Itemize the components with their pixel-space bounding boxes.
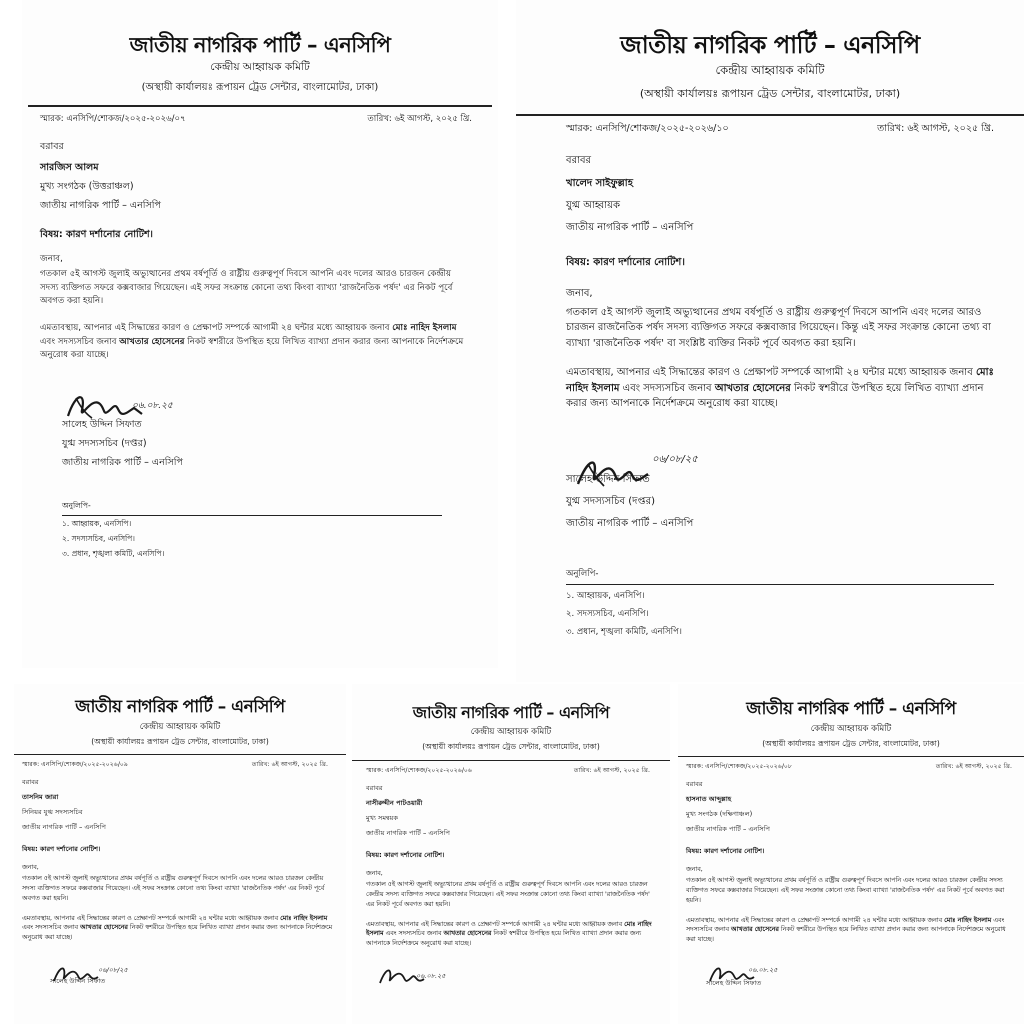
cc-label: অনুলিপি- <box>62 501 91 511</box>
letter-khaled-saifullah <box>516 0 1024 682</box>
letter-sarjis-alam <box>22 0 498 668</box>
recipient-name: খালেদ সাইফুল্লাহ <box>566 178 633 190</box>
recipient-title: মুখ্য সমন্বয়ক <box>366 813 399 822</box>
committee-name: কেন্দ্রীয় আহ্বায়ক কমিটি <box>715 63 825 78</box>
letter-nasiruddin-patwary <box>352 684 670 1024</box>
subject: বিষয়: কারণ দর্শানোর নোটিশ। <box>366 850 445 859</box>
subject: বিষয়: কারণ দর্শানোর নোটিশ। <box>40 229 153 241</box>
to-label: বরাবর <box>22 777 39 786</box>
reference-number: স্মারক: এনসিপি/শোকজ/২০২৫-২০২৬/০৬ <box>366 766 472 774</box>
body-paragraph-1: গতকাল ৫ই আগস্ট জুলাই অভ্যুত্থানের প্রথম বর্ষপূর্তি ও রাষ্ট্রীয় গুরুত্বপূর্ণ দিবসে আপনি এবং দলের আরও চারজন কেন্দ্রীয় সদস্য ব্যক্তিগত সফরে কক্সবাজার গিয়েছেন। এই সফর সংক্রান্ত কোনো তথ্য কিংবা ব্যাখ্যা 'রাজনৈতিক পর্ষদ' এর নিকট পূর্বে অবগত করা হয়নি। <box>686 877 1005 904</box>
reference-number: স্মারক: এনসিপি/শোকজ/২০২৫-২০২৬/০৯ <box>22 760 128 768</box>
signer-title: যুগ্ম সদস্যসচিব (দপ্তর) <box>566 495 655 507</box>
letter-tasnim-jara <box>14 684 346 1024</box>
salutation: জনাব, <box>366 869 383 877</box>
body-paragraph-2: এমতাবস্থায়, আপনার এই সিদ্ধান্তের কারণ ও প্রেক্ষাপট সম্পর্কে আগামী ২৪ ঘন্টার মধ্যে আহ্বায়ক জনাব মোঃ নাহিদ ইসলাম এবং সদস্যসচিব জনাব আখতার হোসেনের নিকট স্বশরীরে উপস্থিত হয়ে লিখিত ব্যাখ্যা প্রদান করার জন্য আপনাকে নির্দেশক্রমে অনুরোধ করা যাচ্ছে। <box>686 916 1006 944</box>
to-label: বরাবর <box>566 155 592 167</box>
letter-date: তারিখ: ৬ই আগস্ট, ২০২৫ খ্রি. <box>251 760 328 768</box>
committee-name: কেন্দ্রীয় আহ্বায়ক কমিটি <box>470 726 552 737</box>
signer-party: জাতীয় নাগরিক পার্টি – এনসিপি <box>62 457 183 469</box>
salutation: জনাব, <box>40 254 63 265</box>
signature-date: ০৬.০৮.২৫ <box>132 401 173 412</box>
party-name: জাতীয় নাগরিক পার্টি – এনসিপি <box>620 31 920 59</box>
signature-date: ০৬/০৮/২৫ <box>98 965 128 974</box>
body-paragraph-2: এমতাবস্থায়, আপনার এই সিদ্ধান্তের কারণ ও প্রেক্ষাপট সম্পর্কে আগামী ২৪ ঘন্টার মধ্যে আহ্বায়ক জনাব মোঃ নাহিদ ইসলাম এবং সদস্যসচিব জনাব আখতার হোসেনের নিকট স্বশরীরে উপস্থিত হয়ে লিখিত ব্যাখ্যা প্রদান করার জন্য আপনাকে নির্দেশক্রমে অনুরোধ করা যাচ্ছে। <box>566 367 994 410</box>
to-label: বরাবর <box>686 779 703 788</box>
body-paragraph-1: গতকাল ৫ই আগস্ট জুলাই অভ্যুত্থানের প্রথম বর্ষপূর্তি ও রাষ্ট্রীয় গুরুত্বপূর্ণ দিবসে আপনি এবং দলের আরও চারজন কেন্দ্রীয় সদস্য ব্যক্তিগত সফরে কক্সবাজার গিয়েছেন। এই সফর সংক্রান্ত কোনো তথ্য কিংবা ব্যাখ্যা 'রাজনৈতিক পর্ষদ' এর নিকট পূর্বে অবগত করা হয়নি। <box>40 269 453 307</box>
party-name: জাতীয় নাগরিক পার্টি – এনসিপি <box>412 703 610 722</box>
cc-label: অনুলিপি- <box>566 568 599 579</box>
signer-title: যুগ্ম সদস্যসচিব (দপ্তর) <box>62 438 147 450</box>
body-paragraph-2: এমতাবস্থায়, আপনার এই সিদ্ধান্তের কারণ ও প্রেক্ষাপট সম্পর্কে আগামী ২৪ ঘন্টার মধ্যে আহ্বায়ক জনাব মোঃ নাহিদ ইসলাম এবং সদস্যসচিব জনাব আখতার হোসেনের নিকট স্বশরীরে উপস্থিত হয়ে লিখিত ব্যাখ্যা প্রদান করার জন্য আপনাকে নির্দেশক্রমে অনুরোধ করা যাচ্ছে। <box>22 914 333 942</box>
office-address: (অস্থায়ী কার্যালয়ঃ রূপায়ন ট্রেড সেন্টার, বাংলামোটর, ঢাকা) <box>639 87 901 101</box>
salutation: জনাব, <box>686 865 703 873</box>
recipient-title: মুখ্য সংগঠক (উত্তরাঞ্চল) <box>40 181 134 193</box>
signature-date: ০৬.০৮.২৫ <box>416 971 446 980</box>
cc-item: ২. সদস্যসচিব, এনসিপি। <box>62 534 135 544</box>
signer-name: সালেহ উদ্দিন সিফাত <box>50 976 106 985</box>
party-name: জাতীয় নাগরিক পার্টি – এনসিপি <box>746 699 956 719</box>
body-paragraph-2: এমতাবস্থায়, আপনার এই সিদ্ধান্তের কারণ ও প্রেক্ষাপট সম্পর্কে আগামী ২৪ ঘন্টার মধ্যে আহ্বায়ক জনাব মোঃ নাহিদ ইসলাম এবং সদস্যসচিব জনাব আখতার হোসেনের নিকট স্বশরীরে উপস্থিত হয়ে লিখিত ব্যাখ্যা প্রদান করার জন্য আপনাকে নির্দেশক্রমে অনুরোধ করা যাচ্ছে। <box>366 920 652 948</box>
recipient-name: তাসনিম জারা <box>22 792 59 801</box>
committee-name: কেন্দ্রীয় আহ্বায়ক কমিটি <box>210 61 310 74</box>
committee-name: কেন্দ্রীয় আহ্বায়ক কমিটি <box>810 723 892 734</box>
salutation: জনাব, <box>566 288 593 300</box>
to-label: বরাবর <box>40 141 64 153</box>
recipient-title: মুখ্য সংগঠক (দক্ষিণাঞ্চল) <box>686 809 753 818</box>
body-paragraph-1: গতকাল ৫ই আগস্ট জুলাই অভ্যুত্থানের প্রথম বর্ষপূর্তি ও রাষ্ট্রীয় গুরুত্বপূর্ণ দিবসে আপনি এবং দলের আরও চারজন কেন্দ্রীয় সদস্য ব্যক্তিগত সফরে কক্সবাজার গিয়েছেন। এই সফর সংক্রান্ত কোনো তথ্য কিংবা ব্যাখ্যা 'রাজনৈতিক পর্ষদ' এর নিকট পূর্বে অবগত করা হয়নি। <box>22 875 325 902</box>
recipient-title: যুগ্ম আহ্বায়ক <box>566 200 621 212</box>
body-paragraph-1: গতকাল ৫ই আগস্ট জুলাই অভ্যুত্থানের প্রথম বর্ষপূর্তি ও রাষ্ট্রীয় গুরুত্বপূর্ণ দিবসে আপনি এবং দলের আরও চারজন রাজনৈতিক পর্ষদ সদস্য ব্যক্তিগত সফরে কক্সবাজার গিয়েছেন। কিন্তু এই সফর সংক্রান্ত কোনো তথ্য বা ব্যাখ্যা 'রাজনৈতিক পর্ষদ' বা সংশ্লিষ্ট ব্যক্তির নিকট পূর্বে অবগত করা হয়নি। <box>566 306 991 349</box>
cc-item: ১. আহ্বায়ক, এনসিপি। <box>62 519 132 529</box>
party-name: জাতীয় নাগরিক পার্টি – এনসিপি <box>75 697 285 717</box>
salutation: জনাব, <box>22 863 39 871</box>
letter-hasnat-abdullah <box>678 684 1024 1024</box>
signer-party: জাতীয় নাগরিক পার্টি – এনসিপি <box>566 517 694 529</box>
subject: বিষয়: কারণ দর্শানোর নোটিশ। <box>566 257 685 269</box>
letter-date: তারিখ: ৬ই আগস্ট, ২০২৫ খ্রি. <box>573 766 650 774</box>
letter-date: তারিখ: ৬ই আগস্ট, ২০২৫ খ্রি. <box>877 123 994 135</box>
cc-item: ৩. প্রধান, শৃঙ্খলা কমিটি, এনসিপি। <box>62 549 165 559</box>
signature-date: ০৬/০৮/২৫ <box>652 453 698 465</box>
cc-item: ৩. প্রধান, শৃঙ্খলা কমিটি, এনসিপি। <box>566 626 682 637</box>
office-address: (অস্থায়ী কার্যালয়ঃ রূপায়ন ট্রেড সেন্টার, বাংলামোটর, ঢাকা) <box>141 82 379 94</box>
office-address: (অস্থায়ী কার্যালয়ঃ রূপায়ন ট্রেড সেন্টার, বাংলামোটর, ঢাকা) <box>762 738 940 748</box>
reference-number: স্মারক: এনসিপি/শোকজ/২০২৫-২০২৬/০৭ <box>40 114 186 125</box>
party-name: জাতীয় নাগরিক পার্টি – এনসিপি <box>129 33 391 57</box>
recipient-party: জাতীয় নাগরিক পার্টি – এনসিপি <box>686 824 770 833</box>
body-paragraph-1: গতকাল ৫ই আগস্ট জুলাই অভ্যুত্থানের প্রথম বর্ষপূর্তি ও রাষ্ট্রীয় গুরুত্বপূর্ণ দিবসে আপনি এবং দলের আরও চারজন কেন্দ্রীয় সদস্য ব্যক্তিগত সফরে কক্সবাজার গিয়েছেন। এই সফর সংক্রান্ত কোনো তথ্য কিংবা ব্যাখ্যা 'রাজনৈতিক পর্ষদ' এর নিকট পূর্বে অবগত করা হয়নি। <box>366 881 650 908</box>
committee-name: কেন্দ্রীয় আহ্বায়ক কমিটি <box>139 721 221 732</box>
body-paragraph-2: এমতাবস্থায়, আপনার এই সিদ্ধান্তের কারণ ও প্রেক্ষাপট সম্পর্কে আগামী ২৪ ঘন্টার মধ্যে আহ্বায়ক জনাব মোঃ নাহিদ ইসলাম এবং সদস্যসচিব জনাব আখতার হোসেনের নিকট স্বশরীরে উপস্থিত হয়ে লিখিত ব্যাখ্যা প্রদান করার জন্য আপনাকে নির্দেশক্রমে অনুরোধ করা যাচ্ছে। <box>40 323 464 360</box>
cc-item: ২. সদস্যসচিব, এনসিপি। <box>566 608 649 619</box>
recipient-title: সিনিয়র যুগ্ম সদস্যসচিব <box>22 807 83 816</box>
signer-name: সালেহ উদ্দিন সিফাত <box>706 978 762 987</box>
signature-date: ০৬.০৮.২৫ <box>748 965 778 974</box>
office-address: (অস্থায়ী কার্যালয়ঃ রূপায়ন ট্রেড সেন্টার, বাংলামোটর, ঢাকা) <box>91 736 269 746</box>
letter-date: তারিখ: ৬ই আগস্ট, ২০২৫ খ্রি. <box>935 762 1012 770</box>
recipient-name: হাসনাত আব্দুল্লাহ <box>686 794 732 803</box>
subject: বিষয়: কারণ দর্শানোর নোটিশ। <box>22 844 101 853</box>
signer-name: সালেহ উদ্দিন সিফাত <box>62 419 142 431</box>
office-address: (অস্থায়ী কার্যালয়ঃ রূপায়ন ট্রেড সেন্টার, বাংলামোটর, ঢাকা) <box>422 741 600 751</box>
to-label: বরাবর <box>366 783 383 792</box>
letter-date: তারিখ: ৬ই আগস্ট, ২০২৫ খ্রি. <box>367 114 472 125</box>
recipient-party: জাতীয় নাগরিক পার্টি – এনসিপি <box>40 200 161 212</box>
recipient-party: জাতীয় নাগরিক পার্টি – এনসিপি <box>566 222 694 234</box>
cc-item: ১. আহ্বায়ক, এনসিপি। <box>566 590 645 601</box>
reference-number: স্মারক: এনসিপি/শোকজ/২০২৫-২০২৬/১০ <box>566 123 729 135</box>
recipient-name: নাসীরুদ্দীন পাটওয়ারী <box>366 798 423 807</box>
signer-name: সালেহ উদ্দিন সিফাত <box>566 473 650 485</box>
subject: বিষয়: কারণ দর্শানোর নোটিশ। <box>686 846 765 855</box>
recipient-party: জাতীয় নাগরিক পার্টি – এনসিপি <box>366 828 450 837</box>
recipient-name: সারজিস আলম <box>40 162 99 174</box>
recipient-party: জাতীয় নাগরিক পার্টি – এনসিপি <box>22 822 106 831</box>
reference-number: স্মারক: এনসিপি/শোকজ/২০২৫-২০২৬/০৮ <box>686 762 792 770</box>
